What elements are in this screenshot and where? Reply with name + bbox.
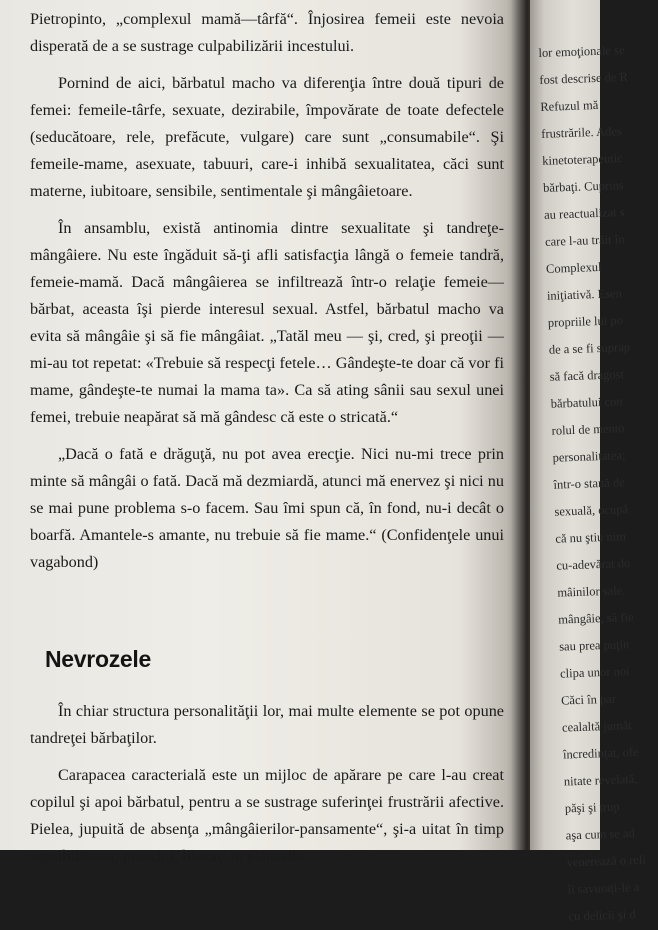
paragraph-3: În ansamblu, există antinomia dintre sexualitate şi tandreţe-mângâiere. Nu este îngăduit să-ţi afli satisfacţia lângă o femeie tandră, femeie-mamă. Dacă mângâierea se infiltrează într-o relaţie femeie—bărbat, aceasta îşi pierde interesul sexual. Astfel, bărbatul macho va evita să mângâie şi să fie mângâiat. „Tatăl meu — şi, cred, şi preoţii — mi-au tot repetat: «Trebuie să respecţi fetele… Gândeşte-te doar că vor fi mame, gândeşte-te numai la mama ta». Ca să ating sânii sau sexul unei femei, trebuie neapărat să mă gândesc că este o stricată.“ xyxy=(30,219,504,426)
right-page-line: într-o stană de xyxy=(553,475,625,492)
right-page-line: frustrările. Ades xyxy=(541,124,623,141)
paragraph-2: Pornind de aici, bărbatul macho va diferenţia între două tipuri de femei: femeile-târfe, sexuate, dezirabile, împovărate de toate defectele (seducătoare, rele, prefăcute, vulgare) care sunt „consumabile“. Şi femeile-mame, asexuate, tabuuri, care-i inhibă sexualitatea, căci sunt materne, iubitoare, sensibile, sentimentale şi mângâietoare. xyxy=(30,74,504,200)
right-page-line: bărbatului con xyxy=(550,394,623,411)
right-page-line: îi savurați-le a xyxy=(567,879,640,897)
paragraph-4-quote: „Dacă o fată e drăguţă, nu pot avea erecţie. Nici nu-mi trece prin minte să mângâi o fată. Dacă mă dezmiardă, atunci mă enervez şi nici nu se mai pune problema s-o facem. Sau îmi spun că, în fond, nu-i decât o boarfă. Amantele-s amante, nu trebuie să fie mame.“ (Confidenţele unui vagabond) xyxy=(30,445,504,571)
right-page-line: cealaltă jumăt xyxy=(561,718,632,735)
paragraph-5: În chiar structura personalităţii lor, mai multe elemente se pot opune tandreţei bărbaţilor. xyxy=(30,702,504,747)
right-page-line: cu-adevărat do xyxy=(556,556,631,573)
paragraph-6: Carapacea caracterială este un mijloc de apărare pe care l-au creat copilul şi apoi bărbatul, pentru a se sustrage suferinţei frustrării afective. Pielea, jupuită de absenţa „mângâierilor-pansamente“, şi-a uitat în timp sensibilitatea; muşchii, blocaţi în elanurile xyxy=(30,766,504,865)
right-page-line: cu delicii şi d xyxy=(568,907,636,924)
right-page-line: venerează o reli xyxy=(566,852,647,870)
right-page-line: Complexul xyxy=(545,259,602,276)
right-page-line: care l-au trăit în xyxy=(544,232,625,249)
right-page-line: Refuzul mă xyxy=(540,97,599,114)
right-page-line: kinetoterapeutic xyxy=(541,151,623,168)
right-page-line: bărbaţi. Cuprins xyxy=(542,178,624,195)
right-page-line: nitate revelată, xyxy=(563,771,638,789)
right-page-line: au reactualizat s xyxy=(543,205,625,222)
right-page-line: aşa cum se ad xyxy=(565,826,636,843)
section-heading: Nevrozele xyxy=(45,646,151,672)
right-page xyxy=(530,0,647,924)
right-page-text xyxy=(538,37,649,930)
right-page-line: de a se fi suprap xyxy=(548,339,631,357)
right-page-line: sexuală, ocupă xyxy=(554,502,629,519)
right-page-line: Căci în par xyxy=(560,691,617,708)
left-page-text xyxy=(30,6,504,870)
right-page-line: că nu ştiu nim xyxy=(555,529,627,546)
right-page-line: mâinilor sale. xyxy=(557,583,626,600)
right-page-line: personalitatea; xyxy=(552,448,626,465)
paragraph-1: Pietropinto, „complexul mamă—târfă“. Înjosirea femeii este nevoia disperată de a se sustrage culpabilizării incestului. xyxy=(30,10,504,55)
right-page-line: rolul de mento xyxy=(551,421,625,438)
right-page-line: să facă dragost xyxy=(549,367,625,384)
right-page-line: păşi şi trup xyxy=(564,799,620,816)
right-page-line: lor emoţionale se xyxy=(538,42,625,60)
right-page-line: mângâie, să fie xyxy=(557,610,634,627)
right-page-line: iniţiativă. Esen xyxy=(546,286,623,303)
right-page-line: fost descrise de R xyxy=(539,69,629,87)
right-page-line: încredinţat, ofe xyxy=(562,744,639,762)
right-page-line: clipa unor noi xyxy=(559,664,630,681)
right-page-line: propriile lui po xyxy=(547,313,624,330)
right-page-line: sau prea puţin xyxy=(558,637,630,654)
